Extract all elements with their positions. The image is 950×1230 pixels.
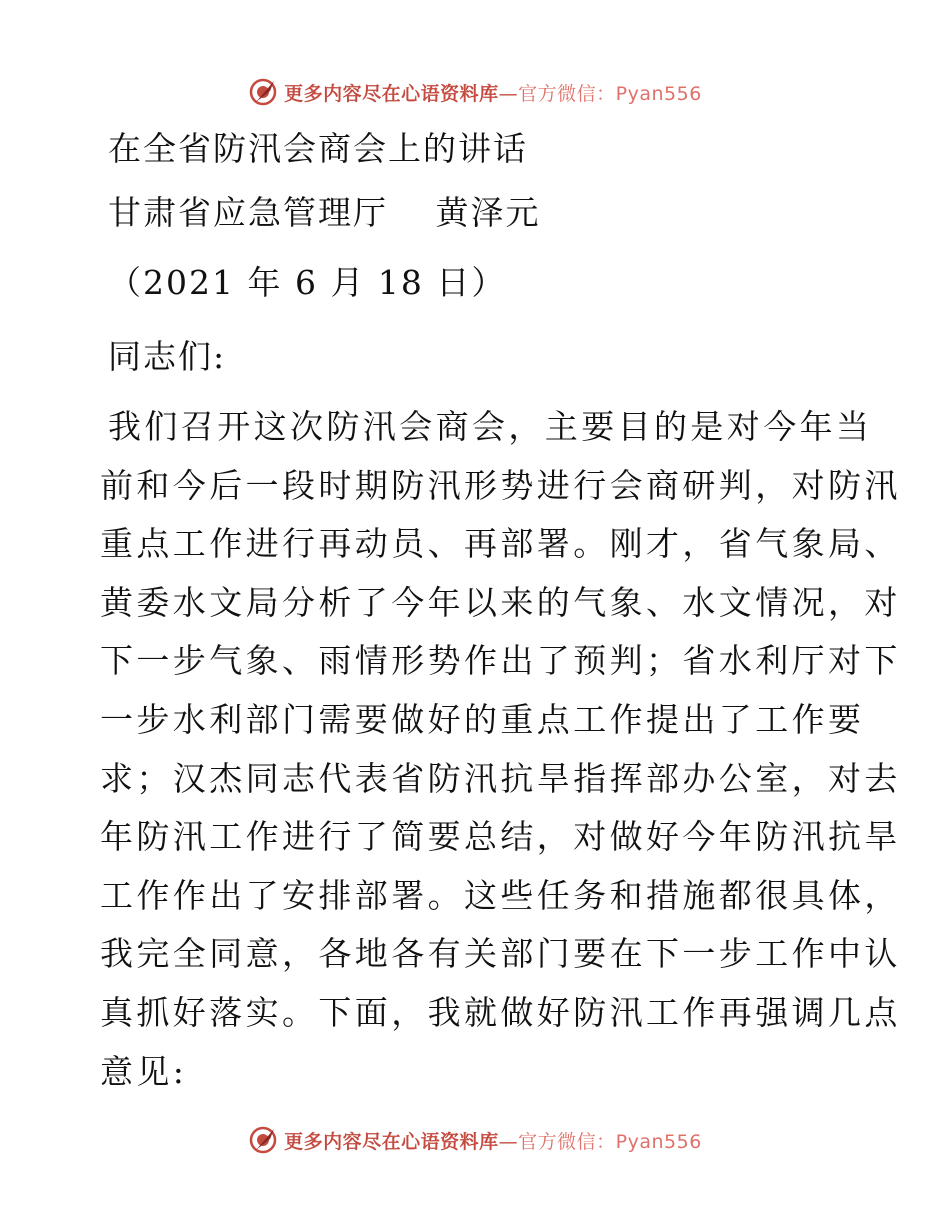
paragraph-line: 工作作出了安排部署。这些任务和措施都很具体， [100,875,901,915]
paragraph-line: 重点工作进行再动员、再部署。刚才，省气象局、 [100,524,901,564]
document-body [100,120,901,1101]
paragraph-line: 前和今后一段时期防汛形势进行会商研判，对防汛 [100,465,901,505]
watermark-text: 更多内容尽在心语资料库—官方微信：Pyan556 [284,1130,702,1153]
quill-logo-icon [248,77,278,107]
paragraph-line: 求；汉杰同志代表省防汛抗旱指挥部办公室，对去 [100,758,901,798]
speech-title: 在全省防汛会商会上的讲话 [108,129,528,168]
author-line: 甘肃省应急管理厅 黄泽元 [108,193,541,232]
greeting: 同志们: [108,337,227,376]
date-line: （2021 年 6 月 18 日） [108,263,507,302]
header-watermark [0,72,950,112]
paragraph-line: 一步水利部门需要做好的重点工作提出了工作要 [100,699,865,739]
paragraph-line: 意见: [100,1051,188,1091]
paragraph-line: 下一步气象、雨情形势作出了预判；省水利厅对下 [100,641,901,681]
quill-logo-icon [248,1125,278,1155]
watermark-text: 更多内容尽在心语资料库—官方微信：Pyan556 [284,82,702,105]
paragraph-line: 黄委水文局分析了今年以来的气象、水文情况，对 [100,582,901,622]
paragraph-line: 年防汛工作进行了简要总结，对做好今年防汛抗旱 [100,817,901,857]
body-paragraph [100,398,901,1101]
paragraph-line: 真抓好落实。下面，我就做好防汛工作再强调几点 [100,992,901,1032]
paragraph-line: 我们召开这次防汛会商会，主要目的是对今年当 [108,407,873,446]
paragraph-line: 我完全同意，各地各有关部门要在下一步工作中认 [100,934,901,974]
footer-watermark [0,1120,950,1160]
